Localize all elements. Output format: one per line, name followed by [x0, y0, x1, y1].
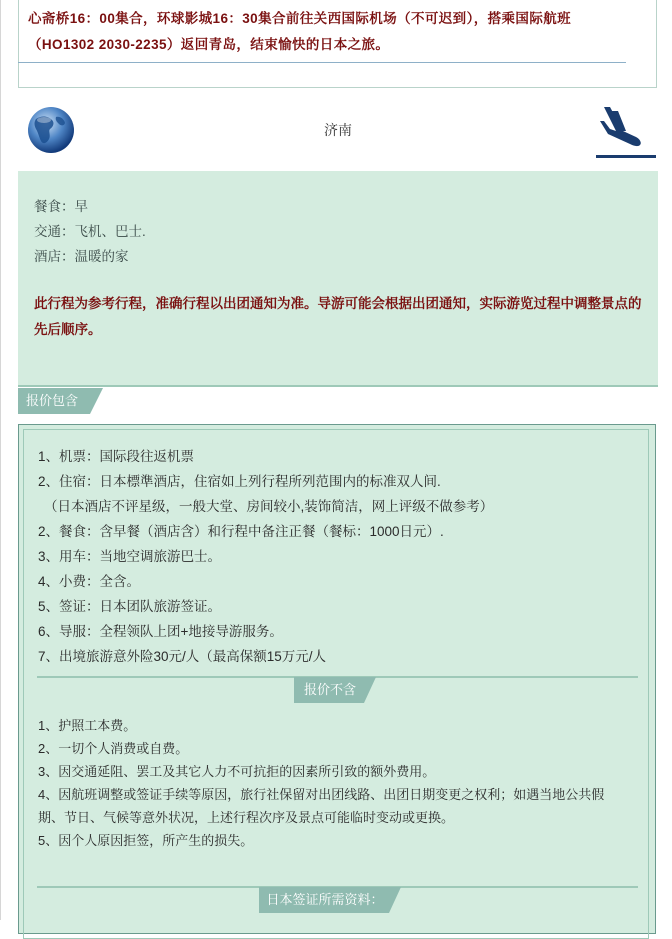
excluded-item: 5、因个人原因拒签，所产生的损失。: [38, 833, 254, 848]
previous-day-text: 心斋桥16：00集合，环球影城16：30集合前往关西国际机场（不可迟到），搭乘国际航班（HO1302 2030-2235）返回青岛，结束愉快的日本之旅。: [28, 11, 572, 52]
included-item: 1、机票：国际段往返机票: [38, 449, 195, 464]
excluded-tab-label: 报价不含: [303, 682, 356, 697]
panel-bottom-rule: [18, 385, 658, 387]
excluded-item: 4、因航班调整或签证手续等原因，旅行社保留对出团线路、出团日期变更之权利；如遇当地公共假: [38, 787, 605, 802]
page-left-border: [0, 0, 1, 920]
included-item: 2、餐食：含早餐（酒店含）和行程中备注正餐（餐标：1000日元）.: [38, 524, 444, 539]
itinerary-notice: 此行程为参考行程，准确行程以出团通知为准。导游可能会根据出团通知，实际游览过程中调整景点的先后顺序。: [34, 296, 642, 337]
day-info-panel: [18, 171, 658, 385]
included-tab-label: 报价包含: [26, 393, 79, 408]
transport-info: 交通：飞机、巴士.: [34, 224, 146, 239]
included-item: 3、用车：当地空调旅游巴士。: [38, 549, 222, 564]
included-item: 6、导服：全程领队上团+地接导游服务。: [38, 624, 283, 639]
included-item: 5、签证：日本团队旅游签证。: [38, 599, 222, 614]
plane-landing-icon: [590, 101, 656, 163]
visa-tab-label: 日本签证所需资料：: [266, 892, 384, 907]
included-item: 7、出境旅游意外险30元/人（最高保额15万元/人: [38, 649, 327, 664]
visa-tab: [259, 887, 401, 913]
excluded-tab: [294, 677, 376, 703]
included-item: （日本酒店不评星级，一般大堂、房间较小,装饰简洁，网上评级不做参考）: [44, 499, 494, 514]
excluded-item: 3、因交通延阻、罢工及其它人力不可抗拒的因素所引致的额外费用。: [38, 764, 436, 779]
excluded-item: 期、节日、气候等意外状况，上述行程次序及景点可能临时变动或更换。: [38, 810, 455, 825]
hotel-info: 酒店：温暖的家: [34, 249, 129, 264]
city-name: 济南: [324, 122, 352, 138]
excluded-item: 2、一切个人消费或自费。: [38, 741, 189, 756]
city-row: [18, 97, 658, 163]
included-tab: [18, 388, 103, 414]
included-item: 4、小费：全含。: [38, 574, 141, 589]
previous-day-divider: [18, 62, 626, 63]
meals-info: 餐食：早: [34, 199, 88, 214]
excluded-item: 1、护照工本费。: [38, 718, 137, 733]
included-item: 2、住宿：日本標準酒店，住宿如上列行程所列范围内的标准双人间.: [38, 474, 441, 489]
